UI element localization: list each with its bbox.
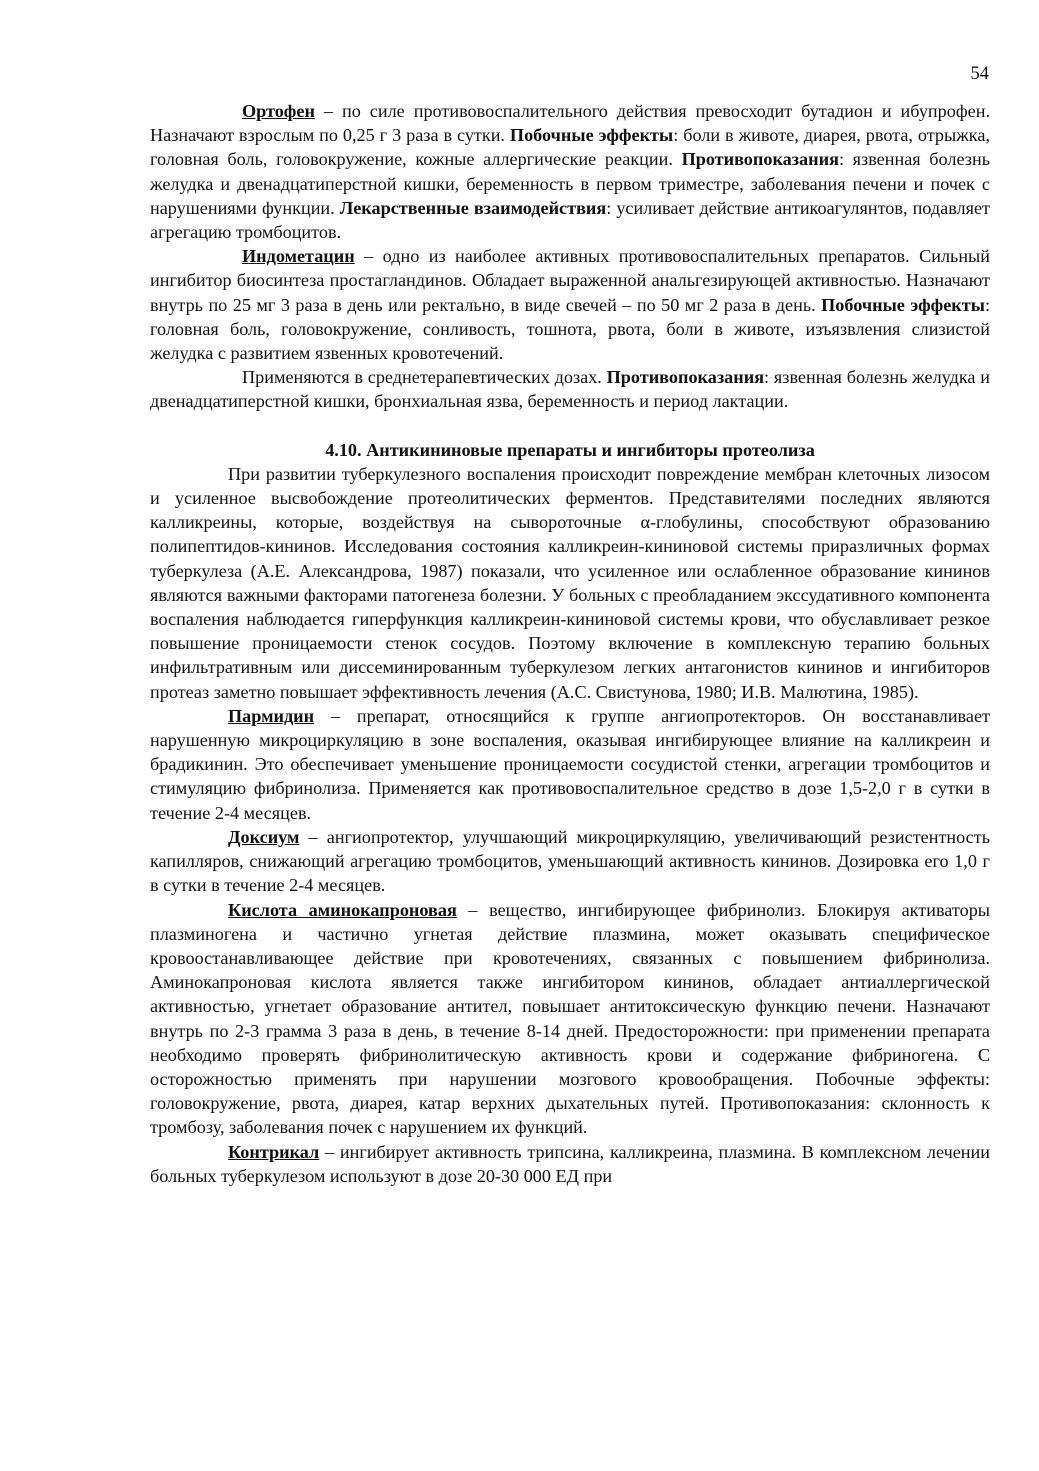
usage-text-1: Применяются в среднетерапевтических дозах.: [242, 367, 607, 388]
doksium-paragraph: [150, 825, 990, 898]
indometacin-side-effects-label: Побочные эффекты: [821, 294, 985, 315]
doksium-text: – ангиопротектор, улучшающий микроциркуляцию, увеличивающий резистентность капилляров, снижающий агрегацию тромбоцитов, уменьшающий активность кининов. Дозировка его 1,0 г в сутки в течение 2-4 месяцев.: [150, 826, 990, 896]
ortofen-interactions-label: Лекарственные взаимодействия: [339, 197, 607, 218]
ortofen-text-2: : боли в животе, диарея, рвота, отрыжка, головная боль, головокружение, кожные аллергические реакции.: [150, 125, 990, 170]
drug-name-kontrikal: Контрикал: [228, 1141, 320, 1162]
ortofen-text-1: – по силе противовоспалительного действия превосходит бутадион и ибупрофен. Назначают взрослым по 0,25 г 3 раза в сутки.: [150, 101, 990, 146]
section-heading: 4.10. Антикининовые препараты и ингибиторы протеолиза: [325, 439, 815, 460]
ortofen-text-4: : усиливает действие антикоагулянтов, подавляет агрегацию тромбоцитов.: [150, 197, 991, 243]
ortofen-paragraph: [150, 99, 990, 244]
usage-paragraph: [150, 365, 990, 413]
indometacin-text-1: – одно из наиболее активных противовоспалительных препаратов. Сильный ингибитор биосинтеза простагландинов. Обладает выраженной анальгезирующей активностью. Назначают внутрь по 25 мг 3 раза в день или ректально, в виде свечей – по 50 мг 2 раза в день.: [150, 246, 990, 315]
aminocaproic-paragraph: [150, 898, 990, 1140]
drug-name-doksium: Доксиум: [228, 826, 300, 847]
parmidin-paragraph: [150, 704, 990, 825]
ortofen-side-effects-label: Побочные эффекты: [509, 125, 674, 146]
aminocaproic-text: – вещество, ингибирующее фибринолиз. Блокируя активаторы плазминогена и частично угнетая действие плазмина, может оказывать специфическое кровоостанавливающее действие при кровотечениях, связанных с повышением фибринолиза. Аминокапроновая кислота является также ингибитором кининов, обладает антиаллергической активностью, угнетает образование антител, повышает антитоксическую функцию печени. Назначают внутрь по 2-3 грамма 3 раза в день, в течение 8-14 дней. Предосторожности: при применении препарата необходимо проверять фибринолитическую активность крови и содержание фибриногена. С осторожностью применять при нарушении мозгового кровообращения. Побочные эффекты: головокружение, рвота, диарея, катар верхних дыхательных путей. Противопоказания: склонность к тромбозу, заболевания почек с нарушением их функций.: [150, 899, 991, 1138]
usage-text-2: : язвенная болезнь желудка и двенадцатиперстной кишки, бронхиальная язва, беременность и период лактации.: [150, 367, 991, 412]
section-intro-paragraph: При развитии туберкулезного воспаления происходит повреждение мембран клеточных лизосом и усиленное высвобождение протеолитических ферментов. Представителями последних являются калликреины, которые, воздействуя на сывороточные α-глобулины, способствуют образованию полипептидов-кининов. Исследования состояния калликреин-кининовой системы приразличных формах туберкулеза (А.Е. Александрова, 1987) показали, что усиленное или ослабленное образование кининов являются важными факторами патогенеза болезни. У больных с преобладанием экссудативного компонента воспаления наблюдается гиперфункция калликреин-кининовой системы крови, что обуславливает резкое повышение проницаемости стенок сосудов. Поэтому включение в комплексную терапию больных инфильтративным или диссеминированным туберкулезом легких антагонистов кининов и ингибиторов протеаз заметно повышает эффективность лечения (А.С. Свистунова, 1980; И.В. Малютина, 1985).: [150, 463, 990, 702]
usage-contraindications-label: Противопоказания: [606, 367, 765, 388]
indometacin-paragraph: [150, 244, 990, 365]
kontrikal-text: – ингибирует активность трипсина, калликреина, плазмина. В комплексном лечении больных туберкулезом используют в дозе 20-30 000 ЕД при: [150, 1141, 990, 1186]
parmidin-text: – препарат, относящийся к группе ангиопротекторов. Он восстанавливает нарушенную микроциркуляцию в зоне воспаления, оказывая ингибирующее влияние на калликреин и брадикинин. Это обеспечивает уменьшение проницаемости сосудистой стенки, агрегации тромбоцитов и стимуляцию фибринолиза. Применяется как противовоспалительное средство в дозе 1,5-2,0 г в сутки в течение 2-4 месяцев.: [150, 705, 990, 823]
ortofen-text-3: : язвенная болезнь желудка и двенадцатиперстной кишки, беременность в первом триместре, заболевания печени и почек с нарушениями функции.: [150, 149, 990, 218]
drug-name-ortofen: Ортофен: [242, 101, 315, 121]
kontrikal-paragraph: [150, 1140, 990, 1188]
indometacin-text-2: : головная боль, головокружение, сонливость, тошнота, рвота, боли в животе, изъязвления слизистой желудка с развитием язвенных кровотечений.: [150, 294, 990, 364]
ortofen-contraindications-label: Противопоказания: [681, 149, 839, 170]
drug-name-aminocaproic: Кислота аминокапроновая: [228, 899, 457, 920]
drug-name-parmidin: Пармидин: [228, 705, 315, 726]
drug-name-indometacin: Индометацин: [242, 246, 355, 267]
page-content: [150, 99, 990, 1188]
page-number: 54: [970, 64, 989, 84]
